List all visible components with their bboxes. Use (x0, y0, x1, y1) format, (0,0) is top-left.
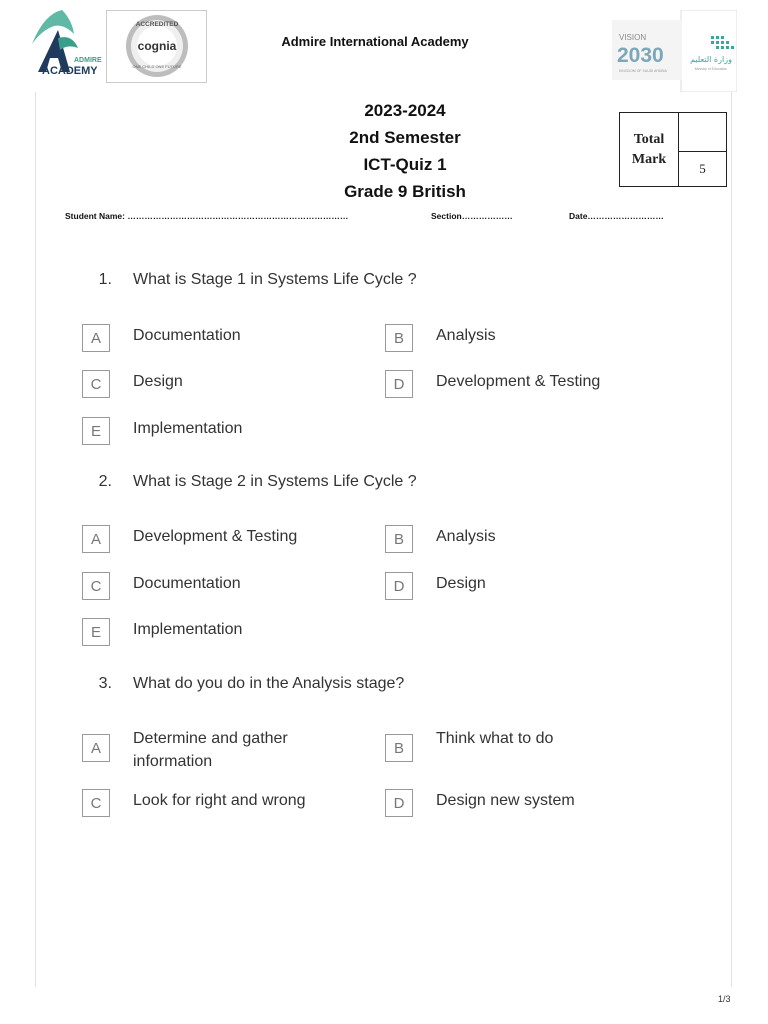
option-text: Analysis (436, 327, 496, 344)
svg-text:VISION: VISION (619, 33, 647, 42)
option-box-a[interactable]: A (82, 525, 110, 553)
option-box-b[interactable]: B (385, 324, 413, 352)
school-name: Admire International Academy (281, 34, 469, 49)
svg-text:ACADEMY: ACADEMY (42, 65, 98, 76)
option-text: Documentation (133, 575, 241, 592)
question-number: 2. (98, 473, 112, 490)
cognia-accredited-logo (106, 10, 207, 83)
option-box-c[interactable]: C (82, 572, 110, 600)
title-block (300, 97, 510, 205)
option-box-c[interactable]: C (82, 370, 110, 398)
svg-text:ACCREDITED: ACCREDITED (135, 21, 179, 28)
question-number: 3. (98, 675, 112, 692)
option-box-d[interactable]: D (385, 572, 413, 600)
option-box-e[interactable]: E (82, 417, 110, 445)
svg-text:cognia: cognia (137, 39, 177, 53)
option-box-b[interactable]: B (385, 734, 413, 762)
vision-2030-logo (611, 10, 737, 92)
option-text: Documentation (133, 327, 241, 344)
grade: Grade 9 British (344, 182, 466, 201)
total-mark-label: Total Mark (620, 113, 679, 187)
question-number: 1. (98, 271, 112, 288)
option-text: Development & Testing (133, 528, 298, 545)
option-text: Implementation (133, 621, 243, 638)
option-text: Design new system (436, 792, 575, 809)
option-box-d[interactable]: D (385, 370, 413, 398)
svg-text:وزارة التعليم: وزارة التعليم (690, 55, 732, 64)
date-field[interactable]: Date……………………… (569, 211, 664, 221)
option-text: Analysis (436, 528, 496, 545)
page-border-left (35, 92, 36, 987)
total-mark-value: 5 (679, 152, 727, 187)
option-text: Design (436, 575, 486, 592)
option-text: Determine and gather information (133, 730, 288, 770)
admire-academy-logo (28, 8, 102, 76)
option-box-c[interactable]: C (82, 789, 110, 817)
semester: 2nd Semester (349, 128, 461, 147)
question-text: What is Stage 2 in Systems Life Cycle ? (133, 473, 417, 490)
svg-text:2030: 2030 (617, 44, 664, 67)
total-mark-table (619, 112, 727, 187)
section-field[interactable]: Section……………… (431, 211, 513, 221)
option-box-a[interactable]: A (82, 734, 110, 762)
option-box-a[interactable]: A (82, 324, 110, 352)
student-name-field[interactable]: Student Name: …………………………………………………………………… (65, 211, 349, 221)
option-text: Implementation (133, 420, 243, 437)
total-mark-score-cell[interactable] (679, 113, 727, 152)
option-box-e[interactable]: E (82, 618, 110, 646)
option-box-b[interactable]: B (385, 525, 413, 553)
option-text: Think what to do (436, 730, 554, 747)
svg-text:ONE CHILD ONE FUTURE: ONE CHILD ONE FUTURE (132, 64, 182, 69)
option-text: Development & Testing (436, 373, 601, 390)
question-text: What is Stage 1 in Systems Life Cycle ? (133, 271, 417, 288)
svg-text:KINGDOM OF SAUDI ARABIA: KINGDOM OF SAUDI ARABIA (619, 69, 667, 73)
option-box-d[interactable]: D (385, 789, 413, 817)
option-text: Design (133, 373, 183, 390)
svg-text:Ministry of Education: Ministry of Education (694, 67, 728, 71)
page-border-right (731, 92, 732, 987)
quiz-title: ICT-Quiz 1 (363, 155, 447, 174)
page-number: 1/3 (718, 994, 731, 1004)
question-text: What do you do in the Analysis stage? (133, 675, 405, 692)
svg-text:ADMIRE: ADMIRE (74, 57, 102, 64)
academic-year: 2023-2024 (364, 101, 446, 120)
option-text: Look for right and wrong (133, 792, 306, 809)
